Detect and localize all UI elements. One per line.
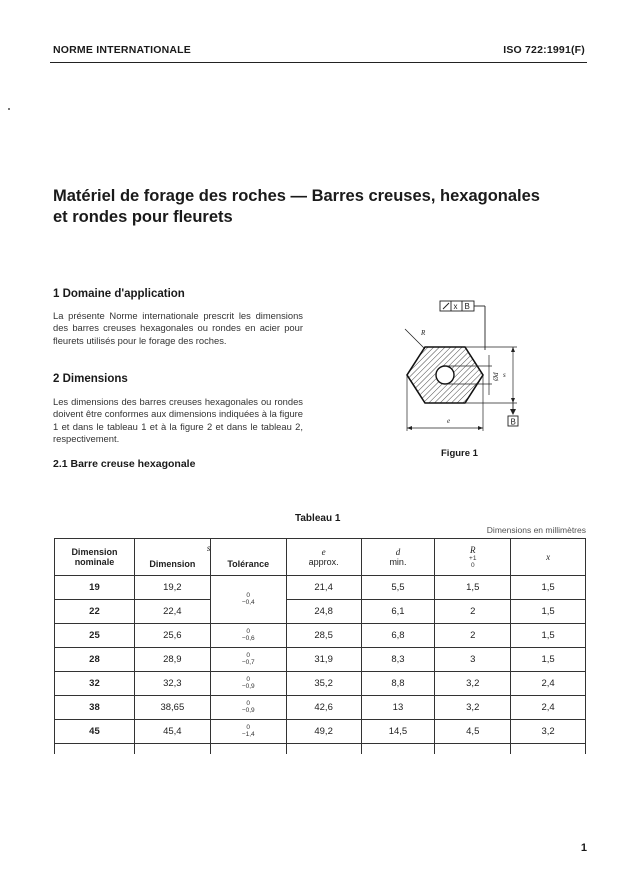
cell-nominal: 25 [55,624,135,648]
header-tolerance-label: Tolérance [227,559,270,569]
cell-nominal: 22 [55,600,135,624]
cell-d: 6,1 [361,600,435,624]
corner-width-label: e [447,417,451,425]
cell-tolerance [210,576,286,624]
cell-R: 3 [435,648,511,672]
table-row [55,696,586,720]
header-dimension [134,539,210,576]
cell-x: 1,5 [511,576,586,600]
tol-upper: 0 [246,724,251,731]
cell-e: 31,9 [286,648,361,672]
header-R-tol-bot: 0 [470,562,475,569]
table-row [55,600,586,624]
header-x: x [511,539,586,576]
cell-d: 6,8 [361,624,435,648]
cell-nominal: 28 [55,648,135,672]
flat-width-label: s [503,371,506,379]
bore-hole [436,366,454,384]
cell-tolerance [210,720,286,744]
header-e-sub: approx. [308,557,339,567]
bore-diameter-label: Ød [492,372,500,381]
tol-lower: −1,4 [241,731,255,738]
cell-dimension: 38,65 [134,696,210,720]
section-2-1-heading: 2.1 Barre creuse hexagonale [53,458,196,470]
dimensions-table [54,538,586,754]
cell-x: 1,5 [511,648,586,672]
tol-upper: 0 [246,700,251,707]
cell-R: 4,5 [435,720,511,744]
cell-nominal: 38 [55,696,135,720]
cell-tolerance [210,672,286,696]
header-tolerance [210,539,286,576]
tol-lower: −0,7 [241,659,255,666]
header-standard-type: NORME INTERNATIONALE [53,44,191,56]
cell-nominal: 45 [55,720,135,744]
cell-tolerance [210,624,286,648]
cell-d: 8,8 [361,672,435,696]
table-unit-note: Dimensions en millimètres [486,525,586,535]
header-d-sub: min. [389,557,407,567]
header-dimension-label: Dimension [149,559,196,569]
cell-dimension: 32,3 [134,672,210,696]
cell-e: 49,2 [286,720,361,744]
cell-e: 21,4 [286,576,361,600]
cell-tolerance [210,696,286,720]
tol-upper: 0 [246,628,251,635]
tol-lower: −0,6 [241,635,255,642]
header-R-symbol: R [470,545,476,555]
header-s-symbol: s [206,543,211,553]
section-2-heading: 2 Dimensions [53,373,128,385]
cell-x: 1,5 [511,624,586,648]
title-line-1: Matériel de forage des roches — Barres creuses, hexagonales [53,187,540,205]
tol-upper: 0 [246,676,251,683]
cell-nominal: 19 [55,576,135,600]
frame-datum-label: B [464,302,470,311]
header-rule [50,62,587,63]
cell-dimension: 22,4 [134,600,210,624]
tol-upper: 0 [246,592,251,599]
cell-R: 1,5 [435,576,511,600]
header-d [361,539,435,576]
cell-e: 42,6 [286,696,361,720]
cell-dimension: 25,6 [134,624,210,648]
figure-1-caption: Figure 1 [441,448,478,459]
tol-lower: −0,9 [241,707,255,714]
cell-x: 2,4 [511,696,586,720]
cell-dimension: 19,2 [134,576,210,600]
radius-label: R [421,329,426,337]
header-R [435,539,511,576]
header-d-symbol: d [395,547,401,557]
cell-R: 2 [435,600,511,624]
cell-R: 3,2 [435,696,511,720]
table-row [55,720,586,744]
tol-upper: 0 [246,652,251,659]
table-row [55,672,586,696]
cell-e: 24,8 [286,600,361,624]
cell-R: 2 [435,624,511,648]
cell-d: 13 [361,696,435,720]
cell-dimension: 28,9 [134,648,210,672]
cell-x: 3,2 [511,720,586,744]
table-row [55,576,586,600]
title-line-2: et rondes pour fleurets [53,208,233,226]
scan-speck [8,108,10,110]
section-1-text: La présente Norme internationale prescrit les dimensions des barres creuses hexagonales ou rondes en acier pour fleurets utilisés pour le forage des roches. [53,310,303,346]
document-title [53,186,573,228]
frame-x-label: x [453,302,458,311]
cell-d: 5,5 [361,576,435,600]
cell-e: 28,5 [286,624,361,648]
header-nominal: Dimension nominale [55,539,135,576]
header-R-tol-top: +1 [469,555,477,562]
cell-R: 3,2 [435,672,511,696]
tol-lower: −0,4 [241,599,255,606]
datum-label: B [510,417,516,427]
section-2-text: Les dimensions des barres creuses hexagonales ou rondes doivent être conformes aux dimensions indiquées à la figure 1 et dans le tableau 1 et à la figure 2 et dans le tableau 2, respectivement. [53,396,303,445]
table-1-caption: Tableau 1 [295,513,341,524]
table-row [55,648,586,672]
tolerance-frame [440,301,485,350]
tol-lower: −0,9 [241,683,255,690]
cell-nominal: 32 [55,672,135,696]
cell-tolerance [210,648,286,672]
table-continuation-row [55,744,586,755]
cell-d: 14,5 [361,720,435,744]
page-number: 1 [580,842,587,854]
cell-x: 1,5 [511,600,586,624]
figure-1-drawing [395,295,535,440]
table-row [55,624,586,648]
cell-d: 8,3 [361,648,435,672]
cell-e: 35,2 [286,672,361,696]
cell-dimension: 45,4 [134,720,210,744]
header-e-symbol: e [321,547,326,557]
cell-x: 2,4 [511,672,586,696]
header-standard-number: ISO 722:1991(F) [503,44,585,56]
section-1-heading: 1 Domaine d'application [53,288,185,300]
header-e [286,539,361,576]
table-header-row [55,539,586,576]
